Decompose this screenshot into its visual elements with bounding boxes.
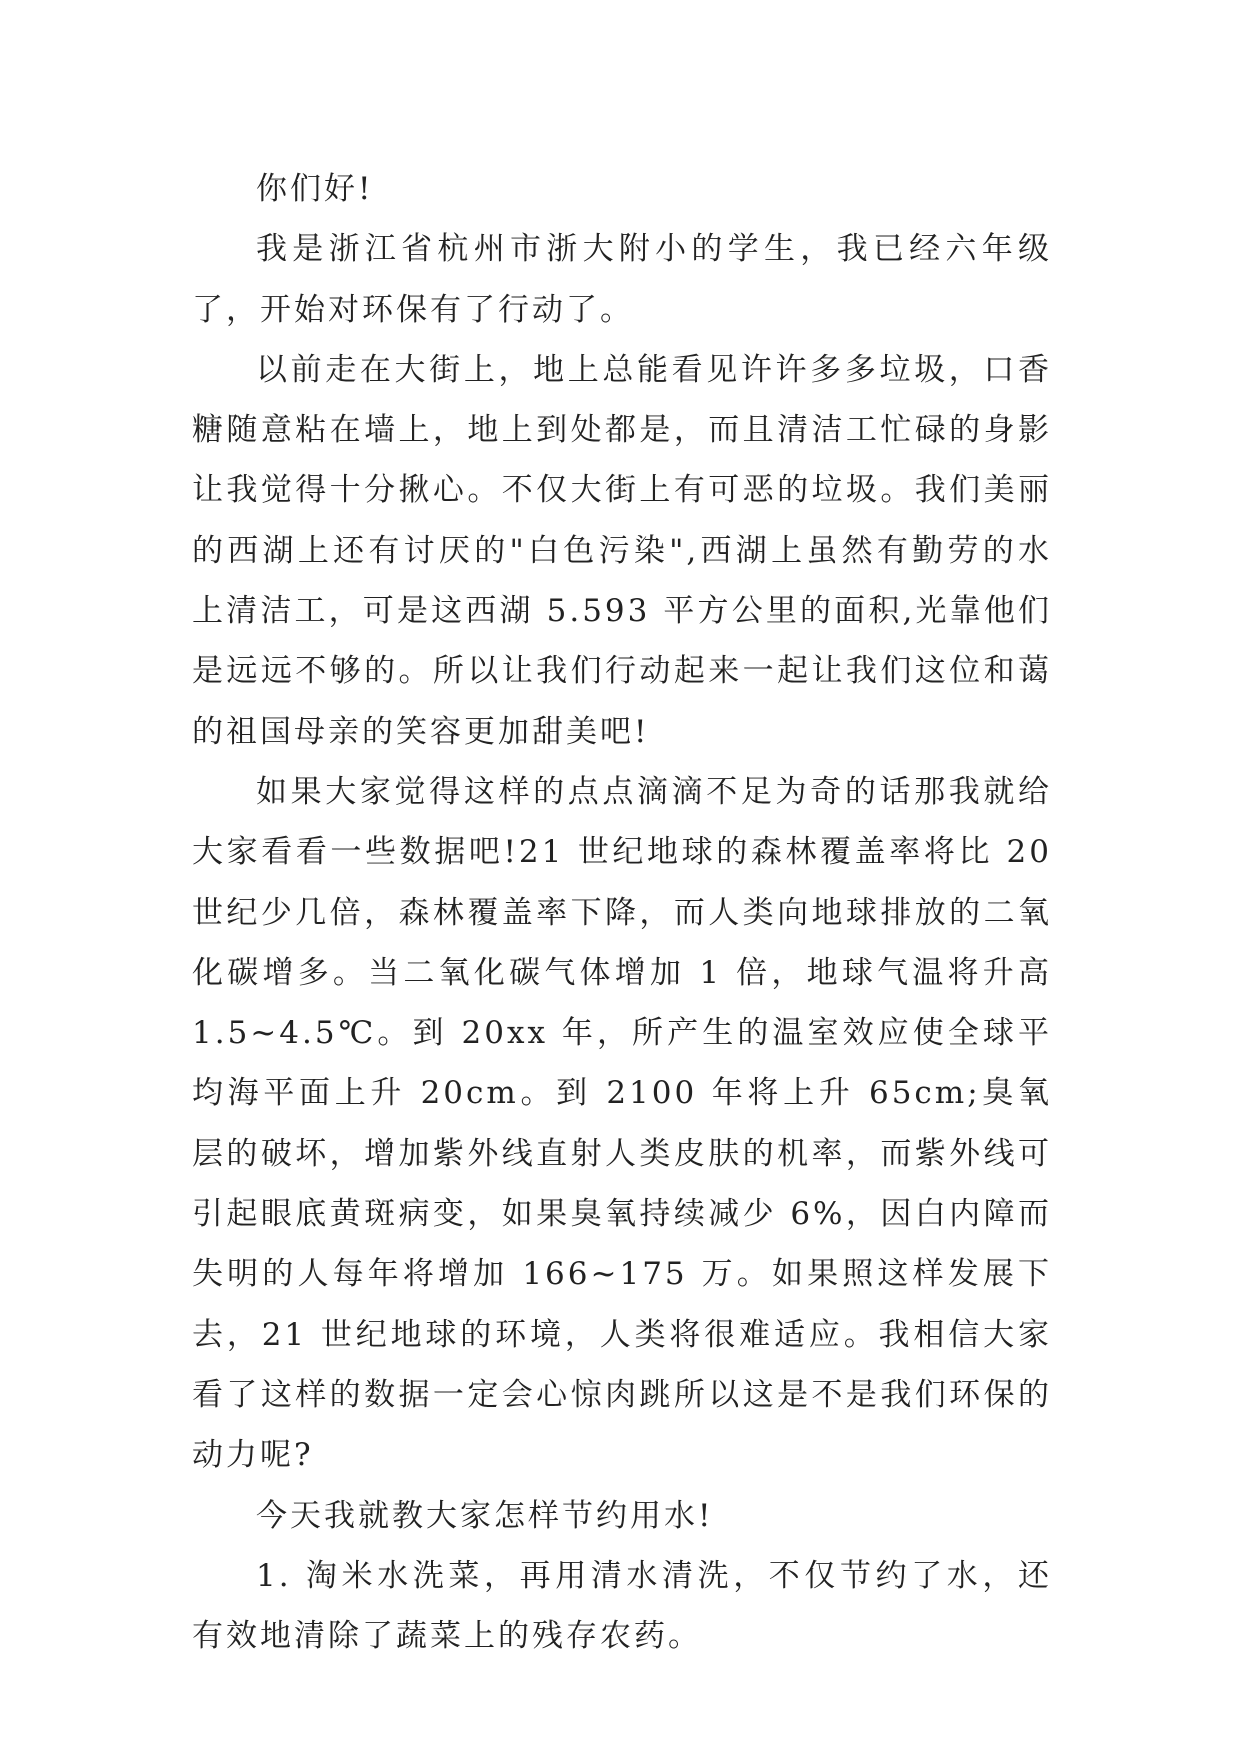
water-saving-heading-paragraph: 今天我就教大家怎样节约用水!: [256, 1497, 714, 1534]
intro-paragraph: 我是浙江省杭州市浙大附小的学生，我已经六年级了，开始对环保有了行动了。: [192, 231, 1052, 328]
greeting-paragraph: 你们好!: [256, 171, 374, 207]
statistics-paragraph: 如果大家觉得这样的点点滴滴不足为奇的话那我就给大家看看一些数据吧!21 世纪地球的森林覆盖率将比 20 世纪少几倍，森林覆盖率下降，而人类向地球排放的二氧化碳增多。当二氧化碳气体增加 1 倍，地球气温将升高 1.5~4.5℃。到 20xx 年，所产生的温室效应使全球平均海平面上升 20cm。到 2100 年将上升 65cm;臭氧层的破坏，增加紫外线直射人类皮肤的机率，而紫外线可引起眼底黄斑病变，如果臭氧持续减少 6%，因白内障而失明的人每年将增加 166~175 万。如果照这样发展下去，21 世纪地球的环境，人类将很难适应。我相信大家看了这样的数据一定会心惊肉跳所以这是不是我们环保的动力呢?: [192, 773, 1052, 1474]
tip-1-paragraph: 1. 淘米水洗菜，再用清水清洗，不仅节约了水，还有效地清除了蔬菜上的残存农药。: [192, 1557, 1052, 1655]
street-litter-paragraph: 以前走在大街上，地上总能看见许许多多垃圾，口香糖随意粘在墙上，地上到处都是，而且清洁工忙碌的身影让我觉得十分揪心。不仅大街上有可恶的垃圾。我们美丽的西湖上还有讨厌的"白色污染",西湖上虽然有勤劳的水上清洁工，可是这西湖 5.593 平方公里的面积,光靠他们是远远不够的。所以让我们行动起来一起让我们这位和蔼的祖国母亲的笑容更加甜美吧!: [192, 351, 1052, 750]
document-body: [192, 159, 1052, 1666]
